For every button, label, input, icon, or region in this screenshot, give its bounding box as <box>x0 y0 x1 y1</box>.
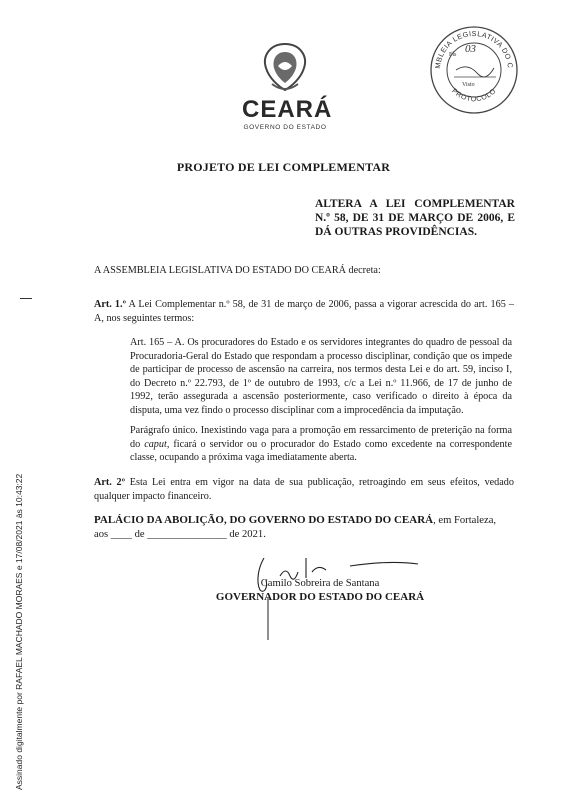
document-title: PROJETO DE LEI COMPLEMENTAR <box>176 160 391 174</box>
paragraph-text-end: , ficará o servidor ou o procurador do Estado como excedente na correspondente classe, ocupando a próxima vaga imediatamente aberta. <box>130 438 513 463</box>
signer-name: Camilo Sobreira de Santana <box>260 578 380 589</box>
digital-signature-note <box>14 430 28 790</box>
signer-role: GOVERNADOR DO ESTADO DO CEARÁ <box>215 591 425 603</box>
stamp-institution: ASSEMBLEIA LEGISLATIVA DO CEARÁ <box>425 17 516 70</box>
svg-text:PROTOCOLO <box>450 88 497 104</box>
closing-block <box>94 513 514 542</box>
logo-state-name: CEARÁ <box>242 96 333 123</box>
article-1 <box>94 298 514 325</box>
article-165a: Art. 165 – A. Os procuradores do Estado e os servidores integrantes do quadro de pessoal da Procuradoria-Geral do Estado que respondam a processo disciplinar, condição que os impede de participar de processo de ascensão na carreira, nos termos desta Lei e do art. 59, inciso I, do Decreto n.º 22.793, de 1º de outubro de 1993, c/c a Lei n.º 11.966, de 17 de junho de 1992, terão assegurada a ascensão posteriormente, caso verificado o direito à época da disputa, uma vez findo o processo disciplinar com a improcedência da imputação. <box>130 337 512 416</box>
place: , em Fortaleza, <box>433 515 497 526</box>
margin-tick <box>20 298 32 299</box>
paragraph-caput: caput <box>144 438 167 450</box>
date-line: aos ____ de _______________ de 2021. <box>94 529 266 540</box>
art1-text: A Lei Complementar n.º 58, de 31 de março de 2006, passa a vigorar acrescida do art. 165 – A, nos seguintes termos: <box>94 299 514 324</box>
stamp-visto-label: Visto <box>462 82 475 88</box>
stamp-page-number: 03 <box>465 43 476 55</box>
art2-label: Art. 2º <box>94 477 126 488</box>
art1-label: Art. 1.º <box>94 299 126 310</box>
palace-name: PALÁCIO DA ABOLIÇÃO, DO GOVERNO DO ESTADO DO CEARÁ <box>94 514 434 526</box>
ceara-logo <box>242 38 333 134</box>
article-2 <box>94 476 514 503</box>
paragraph-text-start: Parágrafo único. Inexistindo vaga para a promoção em ressarcimento de preterição na forma do <box>130 425 512 450</box>
digital-signature-text: Assinado digitalmente por RAFAEL MACHADO MORAES e 17/08/2021 às 10:43:22 <box>14 473 24 790</box>
preamble-verb: decreta: <box>346 265 381 276</box>
logo-government: GOVERNO DO ESTADO <box>243 124 327 131</box>
preamble <box>94 264 514 278</box>
ceara-emblem-icon <box>242 38 328 96</box>
protocol-stamp <box>425 17 520 116</box>
preamble-entity: A ASSEMBLEIA LEGISLATIVA DO ESTADO DO CEARÁ <box>94 265 346 276</box>
art2-text: Esta Lei entra em vigor na data de sua publicação, retroagindo em seus efeitos, vedado qualquer impacto financeiro. <box>94 477 514 502</box>
stamp-fl-label: Fls <box>449 52 457 58</box>
paragraph-unico <box>130 424 512 465</box>
stamp-bottom-text: PROTOCOLO <box>450 87 498 104</box>
ementa: ALTERA A LEI COMPLEMENTAR N.º 58, DE 31 DE MARÇO DE 2006, E DÁ OUTRAS PROVIDÊNCIAS. <box>315 198 515 238</box>
